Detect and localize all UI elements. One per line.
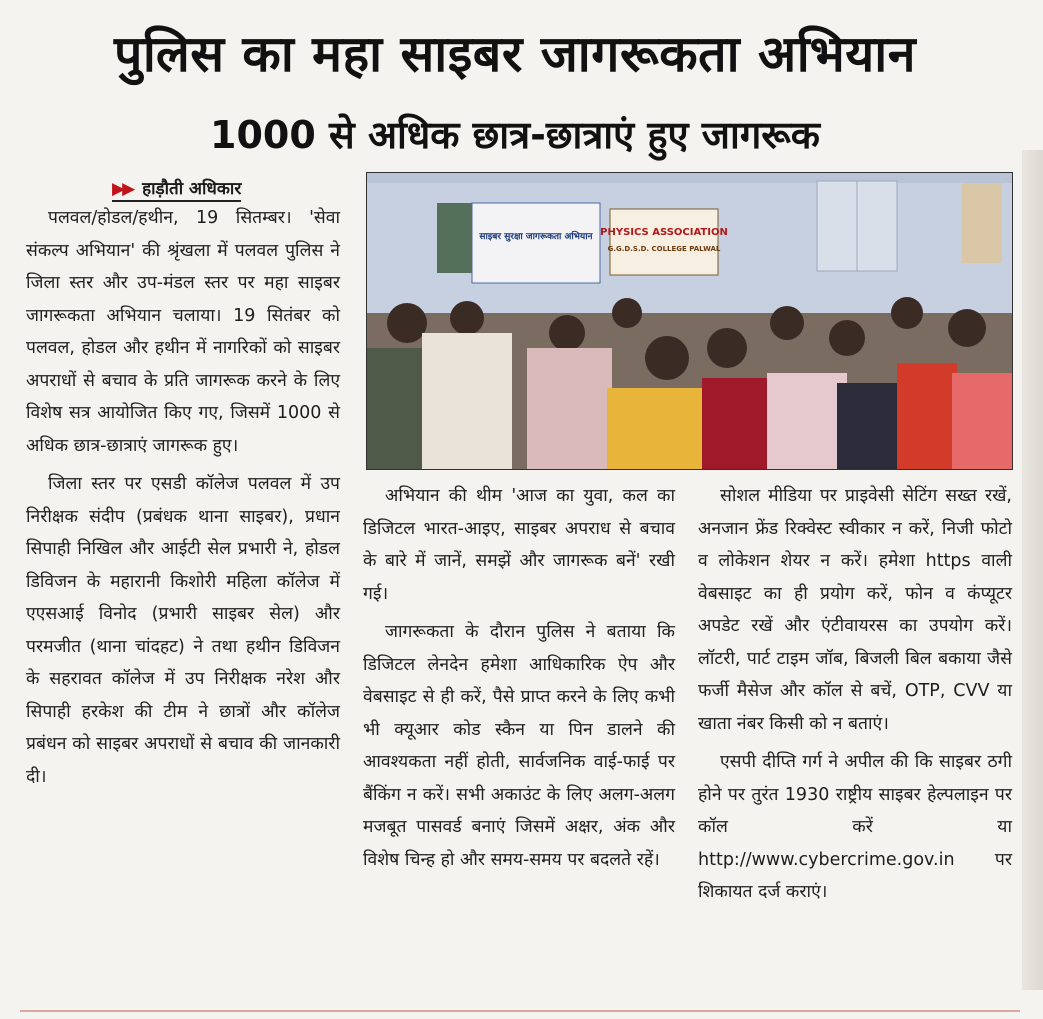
paragraph: जिला स्तर पर एसडी कॉलेज पलवल में उप निरीक्षक संदीप (प्रबंधक थाना साइबर), प्रधान सिपाही निखिल और आईटी सेल प्रभारी ने, होडल डिविजन के महारानी किशोरी महिला कॉलेज में एएसआई विनोद (प्रभारी साइबर सेल) और परमजीत (थाना चांदहट) ने तथा हथीन डिविजन के सहरावत कॉलेज में उप निरीक्षक नरेश और सिपाही हरकेश की टीम ने छात्रों और कॉलेज प्रबंधन को साइबर अपराधों से बचाव की जानकारी दी। xyxy=(26,474,340,787)
byline-text: हाड़ौती अधिकार xyxy=(142,179,242,199)
paragraph: एसपी दीप्ति गर्ग ने अपील की कि साइबर ठगी होने पर तुरंत 1930 राष्ट्रीय साइबर हेल्पलाइन पर कॉल करें या http://www.cybercrime.gov.in पर शिकायत दर्ज कराएं। xyxy=(698,752,1012,902)
article-column-1 xyxy=(26,202,340,793)
news-photo xyxy=(366,172,1013,470)
photo-banner-right-2: G.G.D.S.D. COLLEGE PALWAL xyxy=(607,245,721,253)
paragraph: अभियान की थीम 'आज का युवा, कल का डिजिटल भारत-आइए, साइबर अपराध से बचाव के बारे में जानें, समझें और जागरूक बनें' रखी गई। xyxy=(363,486,675,604)
classroom-photo xyxy=(367,173,1012,469)
paragraph: जागरूकता के दौरान पुलिस ने बताया कि डिजिटल लेनदेन हमेशा आधिकारिक ऐप और वेबसाइट से ही करें, पैसे प्राप्त करने के लिए कभी भी क्यूआर कोड स्कैन या पिन डालने की आवश्यकता नहीं होती, सार्वजनिक वाई-फाई पर बैंकिंग न करें। सभी अकाउंट के लिए अलग-अलग मजबूत पासवर्ड बनाएं जिसमें अक्षर, अंक और विशेष चिन्ह हो और समय-समय पर बदलते रहें। xyxy=(363,622,675,870)
photo-banner-left: साइबर सुरक्षा जागरूकता अभियान xyxy=(479,232,593,242)
headline: पुलिस का महा साइबर जागरूकता अभियान xyxy=(113,25,917,83)
double-arrow-icon: ▶▶ xyxy=(112,179,133,199)
article-column-2 xyxy=(363,480,675,876)
adjacent-article-edge xyxy=(1022,150,1043,990)
bottom-divider xyxy=(20,1010,1020,1012)
byline xyxy=(112,176,241,202)
paragraph: पलवल/होडल/हथीन, 19 सितम्बर। 'सेवा संकल्प अभियान' की श्रृंखला में पलवल पुलिस ने जिला स्तर और उप-मंडल स्तर पर महा साइबर जागरूकता अभियान चलाया। 19 सितंबर को पलवल, होडल और हथीन में नागरिकों को साइबर अपराधों से बचाव के प्रति जागरूक करने के लिए विशेष सत्र आयोजित किए गए, जिसमें 1000 से अधिक छात्र-छात्राएं जागरूक हुए। xyxy=(26,208,340,456)
article-column-3 xyxy=(698,480,1012,909)
photo-banner-right-1: PHYSICS ASSOCIATION xyxy=(600,227,728,238)
subheadline: 1000 से अधिक छात्र-छात्राएं हुए जागरूक xyxy=(210,113,820,157)
paragraph: सोशल मीडिया पर प्राइवेसी सेटिंग सख्त रखें, अनजान फ्रेंड रिक्वेस्ट स्वीकार न करें, निजी फोटो व लोकेशन शेयर न करें। हमेशा https वाली वेबसाइट का ही प्रयोग करें, फोन व कंप्यूटर अपडेट रखें और एंटीवायरस का उपयोग करें। लॉटरी, पार्ट टाइम जॉब, बिजली बिल बकाया जैसे फर्जी मैसेज और कॉल से बचें, OTP, CVV या खाता नंबर किसी को न बताएं। xyxy=(698,486,1012,734)
